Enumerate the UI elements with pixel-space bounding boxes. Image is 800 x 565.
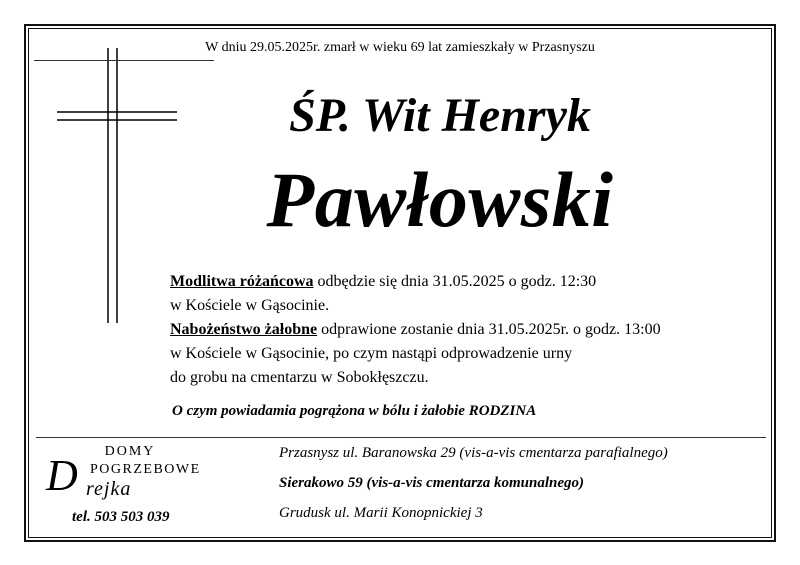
deceased-surname: Pawłowski bbox=[266, 156, 614, 243]
rosary-place: w Kościele w Gąsocinie. bbox=[170, 297, 330, 314]
rosary-label: Modlitwa różańcowa bbox=[170, 273, 314, 290]
address-grudusk: Grudusk ul. Marii Konopnickiej 3 bbox=[279, 505, 483, 521]
logo-line2: POGRZEBOWE bbox=[90, 462, 201, 477]
deceased-given-names: ŚP. Wit Henryk bbox=[289, 89, 591, 142]
ceremony-details bbox=[170, 270, 750, 390]
footer-divider bbox=[36, 437, 766, 438]
funeral-home-logo bbox=[40, 440, 220, 502]
logo-script: rejka bbox=[86, 478, 132, 500]
address-przasnysz: Przasnysz ul. Baranowska 29 (vis-a-vis cmentarza parafialnego) bbox=[279, 445, 668, 461]
logo-line1: DOMY bbox=[104, 444, 156, 459]
address-sierakowo: Sierakowo 59 (vis-a-vis cmentarza komunalnego) bbox=[279, 475, 585, 491]
funeral-home-phone: tel. 503 503 039 bbox=[72, 509, 170, 525]
service-text: odprawione zostanie dnia 31.05.2025r. o godz. 13:00 bbox=[317, 321, 661, 338]
service-place: w Kościele w Gąsocinie, po czym nastąpi odprowadzenie urny bbox=[170, 345, 573, 362]
family-closing: O czym powiadamia pogrążona w bólu i żałobie RODZINA bbox=[172, 403, 537, 419]
death-announcement-intro: W dniu 29.05.2025r. zmarł w wieku 69 lat zamieszkały w Przasnyszu bbox=[205, 40, 595, 55]
logo-letter: D bbox=[46, 451, 78, 500]
rosary-text: odbędzie się dnia 31.05.2025 o godz. 12:30 bbox=[313, 273, 597, 290]
service-label: Nabożeństwo żałobne bbox=[170, 321, 318, 338]
service-line bbox=[170, 318, 750, 342]
logo-underline bbox=[34, 60, 214, 61]
burial-place: do grobu na cmentarzu w Sobokłęszczu. bbox=[170, 369, 429, 386]
rosary-line bbox=[170, 270, 750, 294]
